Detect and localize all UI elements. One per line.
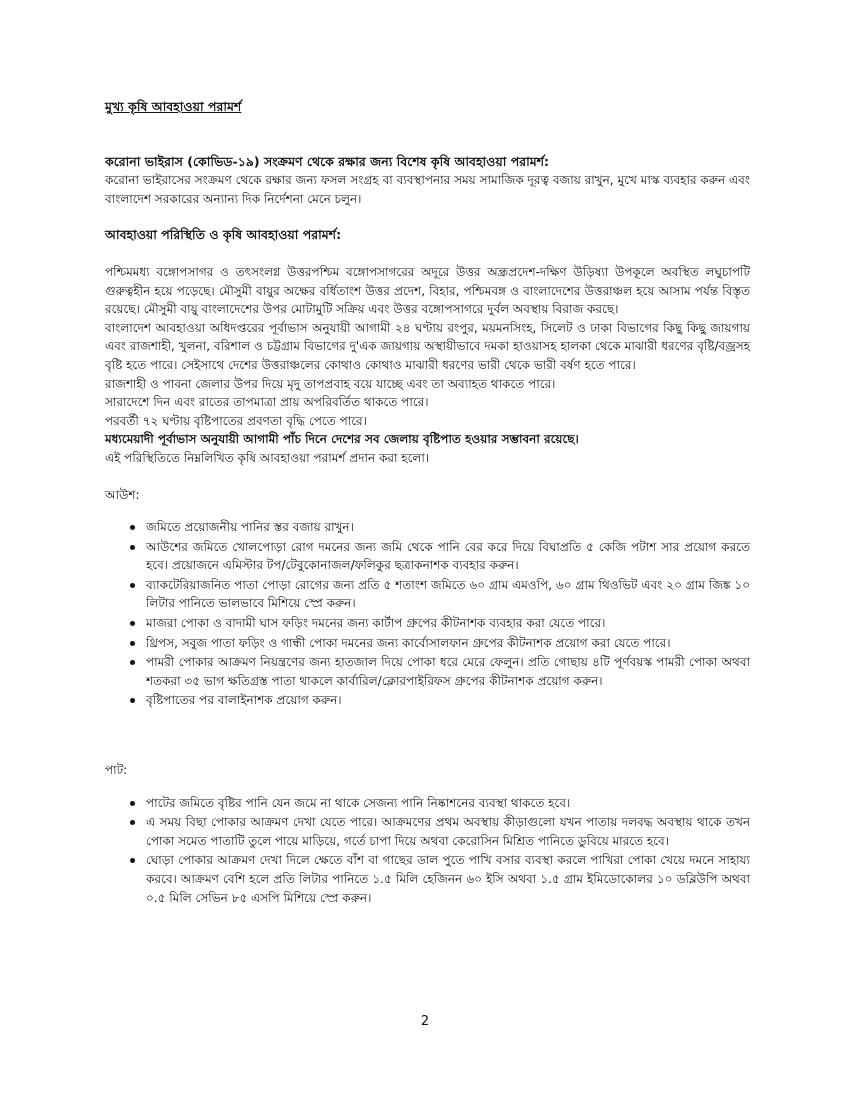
jute-advice-list	[105, 794, 750, 908]
weather-paragraph-2: বাংলাদেশ আবহাওয়া অধিদপ্তরের পূর্বাভাস অনুযায়ী আগামী ২৪ ঘণ্টায় রংপুর, ময়মনসিংহ, সিলেট ও ঢাকা বিভাগের কিছু কিছু জায়গায় এবং রাজশাহী, খুলনা, বরিশাল ও চট্টগ্রাম বিভাগের দু'এক জায়গায় অস্থায়ীভাবে দমকা হাওয়াসহ হালকা থেকে মাঝারী ধরণের বৃষ্টি/বজ্রসহ বৃষ্টি হতে পারে। সেইসাথে দেশের উত্তরাঞ্চলের কোথাও কোথাও মাঝারী ধরণের ভারী থেকে ভারী বর্ষণ হতে পারে।	[105, 320, 750, 372]
weather-line-advice-intro: এই পরিস্থিতিতে নিম্নলিখিত কৃষি আবহাওয়া পরামর্শ প্রদান করা হলো।	[105, 450, 430, 465]
weather-line-heatwave: রাজশাহী ও পাবনা জেলার উপর দিয়ে মৃদু তাপপ্রবাহ বয়ে যাচ্ছে এবং তা অব্যাহত থাকতে পারে।	[105, 376, 556, 391]
weather-paragraph-1: পশ্চিমমধ্য বঙ্গোপসাগর ও তৎসংলগ্ন উত্তরপশ্চিম বঙ্গোপসাগরের অদূরে উত্তর অন্ধ্রপ্রদেশ-দক্ষিণ উড়িষ্যা উপকূলে অবস্থিত লঘুচাপটি গুরুত্বহীন হয়ে পড়েছে। মৌসুমী বায়ুর অক্ষের বর্ধিতাংশ উত্তর প্রদেশ, বিহার, পশ্চিমবঙ্গ ও বাংলাদেশের উত্তরাঞ্চল হয়ে আসাম পর্যন্ত বিস্তৃত রয়েছে। মৌসুমী বায়ু বাংলাদেশের উপর মোটামুটি সক্রিয় এবং উত্তর বঙ্গোপসাগরে দুর্বল অবস্থায় বিরাজ করছে।	[105, 264, 750, 317]
jute-section-label: পাট:	[105, 763, 128, 778]
list-item: পাটের জমিতে বৃষ্টির পানি যেন জমে না থাকে সেজন্য পানি নিষ্কাশনের ব্যবস্থা থাকতে হবে।	[146, 794, 750, 813]
corona-paragraph: করোনা ভাইরাসের সংক্রমণ থেকে রক্ষার জন্য ফসল সংগ্রহ বা ব্যবস্থাপনার সময় সামাজিক দূরত্ব বজায় রাখুন, মুখে মাস্ক ব্যবহার করুন এবং বাংলাদেশ সরকারের অন্যান্য দিক নির্দেশনা মেনে চলুন।	[105, 173, 750, 206]
weather-line-rain-trend: পরবর্তী ৭২ ঘণ্টায় বৃষ্টিপাতের প্রবণতা বৃদ্ধি পেতে পারে।	[105, 413, 367, 428]
list-item: এ সময় বিছা পোকার আক্রমণ দেখা যেতে পারে। আক্রমণের প্রথম অবস্থায় কীড়াগুলো যখন পাতায় দলবদ্ধ অবস্থায় থাকে তখন পোকা সমেত পাতাটি তুলে পায়ে মাড়িয়ে, গর্তে চাপা দিয়ে অথবা কেরোসিন মিশ্রিত পানিতে ডুবিয়ে মারতে হবে।	[146, 813, 750, 850]
weather-line-temperature: সারাদেশে দিন এবং রাতের তাপমাত্রা প্রায় অপরিবর্তিত থাকতে পারে।	[105, 395, 429, 410]
list-item: আউশের জমিতে খোলপোড়া রোগ দমনের জন্য জমি থেকে পানি বের করে দিয়ে বিঘাপ্রতি ৫ কেজি পটাশ সার প্রয়োগ করতে হবে। প্রয়োজনে এমিস্টার টপ/টেবুকোনাজল/ফলিকুর ছত্রাকনাশক ব্যবহার করুন।	[146, 538, 750, 575]
list-item: থ্রিপস, সবুজ পাতা ফড়িং ও গান্ধী পোকা দমনের জন্য কার্বোসালফান গ্রুপের কীটনাশক প্রয়োগ করা যেতে পারে।	[146, 634, 750, 653]
weather-line-medium-range: মধ্যমেয়াদী পূর্বাভাস অনুযায়ী আগামী পাঁচ দিনে দেশের সব জেলায় বৃষ্টিপাত হওয়ার সম্ভাবনা রয়েছে।	[105, 432, 579, 447]
weather-heading: আবহাওয়া পরিস্থিতি ও কৃষি আবহাওয়া পরামর্শ:	[105, 227, 342, 243]
list-item: পামরী পোকার আক্রমণ নিয়ন্ত্রণের জন্য হাতজাল দিয়ে পোকা ধরে মেরে ফেলুন। প্রতি গোছায় ৪টি পূর্ণবয়স্ক পামরী পোকা অথবা শতকরা ৩৫ ভাগ ক্ষতিগ্রস্ত পাতা থাকলে কার্বারিল/ক্লোরপাইরিফস গ্রুপের কীটনাশক প্রয়োগ করুন।	[146, 653, 750, 690]
list-item: মাজরা পোকা ও বাদামী ঘাস ফড়িং দমনের জন্য কার্টাপ গ্রুপের কীটনাশক ব্যবহার করা যেতে পারে।	[146, 614, 750, 633]
document-body	[105, 98, 750, 908]
main-heading: মুখ্য কৃষি আবহাওয়া পরামর্শ	[105, 99, 242, 114]
list-item: বৃষ্টিপাতের পর বালাইনাশক প্রয়োগ করুন।	[146, 691, 750, 710]
page-number: 2	[420, 1014, 430, 1029]
list-item: ব্যাকটেরিয়াজনিত পাতা পোড়া রোগের জন্য প্রতি ৫ শতাংশ জমিতে ৬০ গ্রাম এমওপি, ৬০ গ্রাম থিওভিট এবং ২০ গ্রাম জিঙ্ক ১০ লিটার পানিতে ভালভাবে মিশিয়ে স্প্রে করুন।	[146, 576, 750, 613]
list-item: জমিতে প্রয়োজনীয় পানির স্তর বজায় রাখুন।	[146, 518, 750, 537]
list-item: ঘোড়া পোকার আক্রমণ দেখা দিলে ক্ষেতে বাঁশ বা গাছের ডাল পুতে পাখি বসার ব্যবস্থা করলে পাখিরা পোকা খেয়ে দমনে সাহায্য করবে। আক্রমণ বেশি হলে প্রতি লিটার পানিতে ১.৫ মিলি হেজিনন ৬০ ইসি অথবা ১.৫ গ্রাম ইমিডোকোলর ১০ ডব্লিউপি অথবা ০.৫ মিলি সেভিন ৮৫ এসপি মিশিয়ে স্প্রে করুন।	[146, 851, 750, 907]
corona-heading: করোনা ভাইরাস (কোভিড-১৯) সংক্রমণ থেকে রক্ষার জন্য বিশেষ কৃষি আবহাওয়া পরামর্শ:	[105, 153, 550, 169]
aus-advice-list	[105, 518, 750, 710]
aus-section-label: আউশ:	[105, 487, 140, 502]
